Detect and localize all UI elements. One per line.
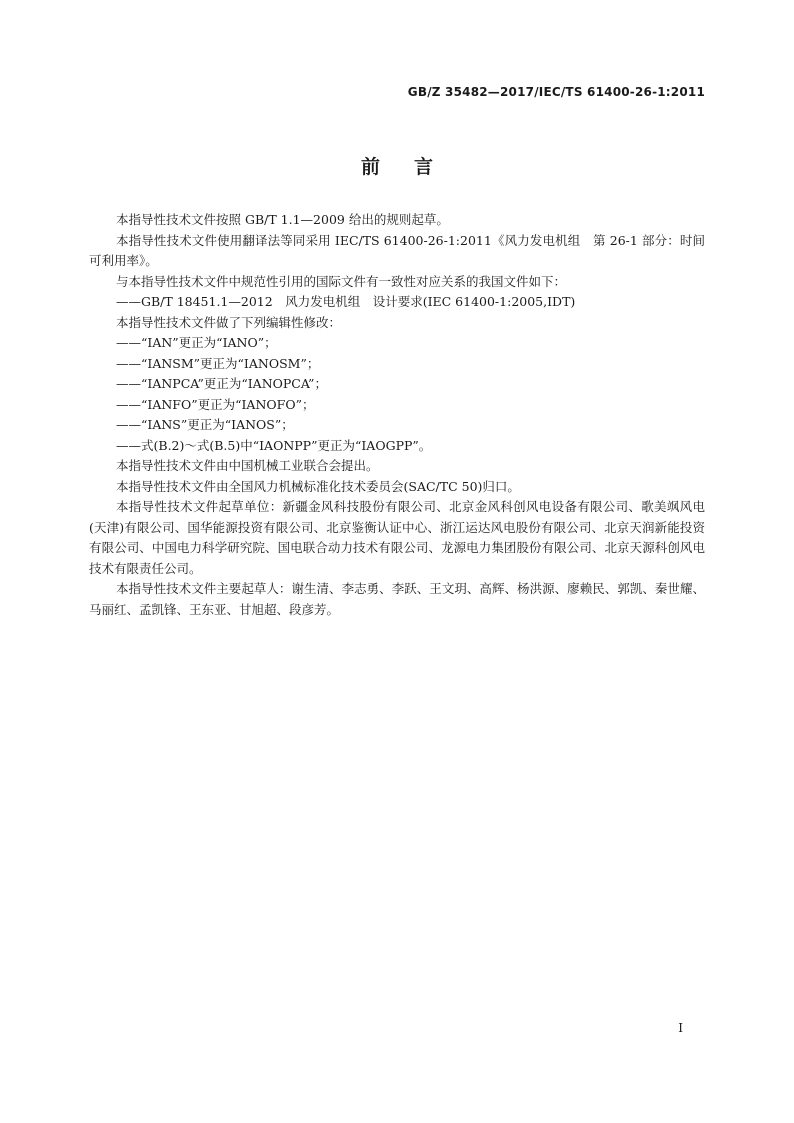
list-item-edit: ——“IANSM”更正为“IANOSM”； (116, 355, 320, 371)
list-item-edit: ——“IANFO”更正为“IANOFO”； (116, 396, 315, 412)
paragraph-proposer: 本指导性技术文件由中国机械工业联合会提出。 (116, 458, 379, 473)
paragraph-drafting-units: 本指导性技术文件起草单位：新疆金风科技股份有限公司、北京金风科创风电设备有限公司、歌美飒风电(天津)有限公司、国华能源投资有限公司、北京鉴衡认证中心、浙江运达风电股份有限公司、北京天润新能投资有限公司、中国电力科学研究院、国电联合动力技术有限公司、龙源电力集团股份有限公司、北京天源科创风电技术有限责任公司。 (89, 499, 705, 576)
paragraph-adoption: 本指导性技术文件使用翻译法等同采用 IEC/TS 61400-26-1:2011《风力发电机组 第 26-1 部分：时间可利用率》。 (89, 232, 705, 268)
list-item-edit: ——“IAN”更正为“IANO”； (116, 335, 277, 350)
paragraph-drafting-rules: 本指导性技术文件按照 GB/T 1.1—2009 给出的规则起草。 (116, 212, 449, 227)
paragraph-edits-intro: 本指导性技术文件做了下列编辑性修改： (116, 314, 342, 330)
list-item-edit: ——“IANPCA”更正为“IANOPCA”； (116, 376, 327, 391)
paragraph-reference-intro: 与本指导性技术文件中规范性引用的国际文件有一致性对应关系的我国文件如下： (116, 273, 567, 289)
page-title: 前言 (360, 156, 467, 178)
paragraph-committee: 本指导性技术文件由全国风力机械标准化技术委员会(SAC/TC 50)归口。 (116, 478, 520, 494)
standard-number: GB/Z 35482—2017/IEC/TS 61400-26-1:2011 (407, 85, 705, 99)
list-item-edit: ——“IANS”更正为“IANOS”； (116, 417, 294, 432)
page-number: I (678, 1021, 683, 1035)
foreword-body (89, 210, 705, 620)
list-item-reference: ——GB/T 18451.1—2012 风力发电机组 设计要求(IEC 61400-1:2005,IDT) (116, 294, 576, 309)
paragraph-drafters: 本指导性技术文件主要起草人：谢生清、李志勇、李跃、王文玥、高辉、杨洪源、廖赖民、郭凯、秦世耀、马丽红、孟凯锋、王东亚、甘旭超、段彦芳。 (89, 581, 705, 617)
list-item-edit: ——式(B.2)～式(B.5)中“IAONPP”更正为“IAOGPP”。 (116, 437, 432, 453)
